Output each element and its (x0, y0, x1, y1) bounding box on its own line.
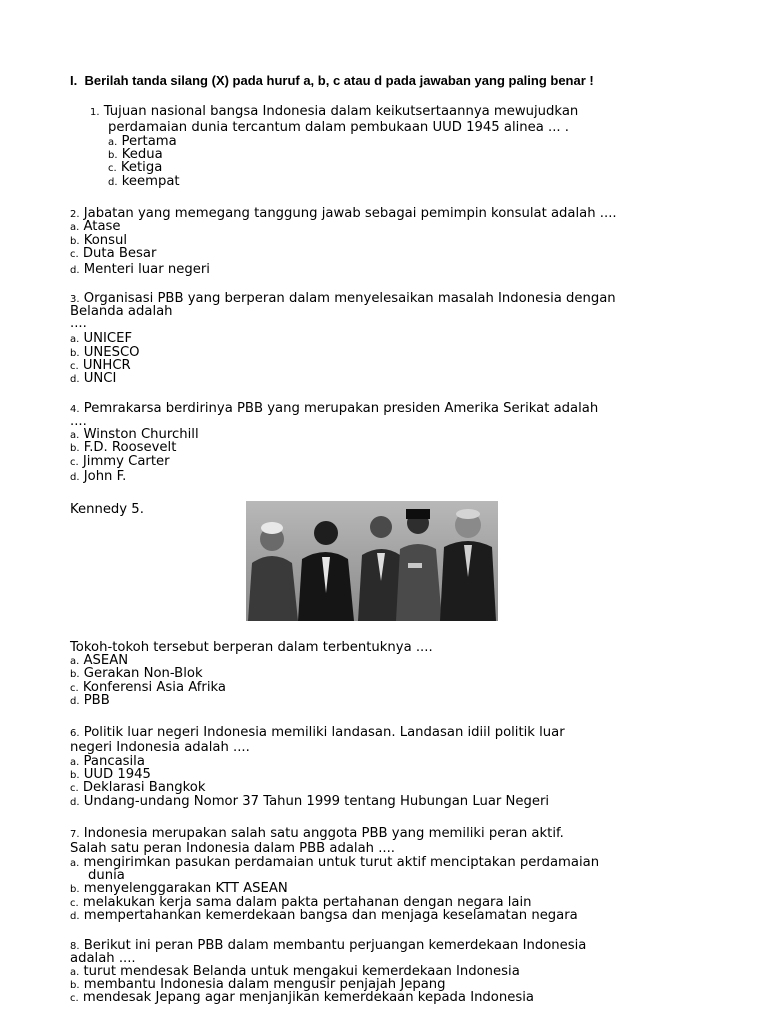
question-1-line-2: perdamaian dunia tercantum dalam pembukaan UUD 1945 alinea ... . (108, 120, 569, 135)
question-6-option-d[interactable]: d. Undang-undang Nomor 37 Tahun 1999 tentang Hubungan Luar Negeri (70, 794, 550, 809)
question-7-option-a[interactable]: a. mengirimkan pasukan perdamaian untuk turut aktif menciptakan perdamaian (70, 855, 600, 870)
question-3-option-c[interactable]: c. UNHCR (70, 358, 131, 373)
question-7-option-c[interactable]: c. melakukan kerja sama dalam pakta pertahanan dengan negara lain (70, 895, 532, 910)
question-7-line-1: 7. Indonesia merupakan salah satu anggota PBB yang memiliki peran aktif. (70, 826, 564, 841)
question-3-line-1: 3. Organisasi PBB yang berperan dalam menyelesaikan masalah Indonesia dengan (70, 291, 616, 306)
question-8-line-2: adalah .... (70, 951, 136, 966)
question-6-line-2: negeri Indonesia adalah .... (70, 740, 250, 755)
question-1-option-b[interactable]: b. Kedua (108, 147, 163, 162)
question-3-option-a[interactable]: a. UNICEF (70, 331, 133, 346)
question-1-option-d[interactable]: d. keempat (108, 174, 180, 189)
question-6-option-c[interactable]: c. Deklarasi Bangkok (70, 780, 206, 795)
question-8-option-c[interactable]: c. mendesak Jepang agar menjanjikan kemerdekaan kepada Indonesia (70, 990, 534, 1005)
question-3-option-b[interactable]: b. UNESCO (70, 345, 140, 360)
question-3-line-3: .... (70, 316, 87, 331)
question-5-line-1: Tokoh-tokoh tersebut berperan dalam terbentuknya .... (70, 640, 433, 655)
instruction-heading (70, 73, 594, 88)
question-6-line-1: 6. Politik luar negeri Indonesia memiliki landasan. Landasan idiil politik luar (70, 725, 565, 740)
question-3-option-d[interactable]: d. UNCI (70, 371, 117, 386)
question-1-option-c[interactable]: c. Ketiga (108, 160, 163, 175)
question-4-option-b[interactable]: b. F.D. Roosevelt (70, 440, 177, 455)
question-6-option-b[interactable]: b. UUD 1945 (70, 767, 151, 782)
question-5-option-c[interactable]: c. Konferensi Asia Afrika (70, 680, 226, 695)
question-1-option-a[interactable]: a. Pertama (108, 134, 177, 149)
question-6-option-a[interactable]: a. Pancasila (70, 754, 145, 769)
question-7-option-b[interactable]: b. menyelenggarakan KTT ASEAN (70, 881, 288, 896)
question-2-option-c[interactable]: c. Duta Besar (70, 246, 157, 261)
question-4-line-2: .... (70, 414, 87, 429)
question-5-option-b[interactable]: b. Gerakan Non-Blok (70, 666, 203, 681)
question-3-line-2: Belanda adalah (70, 304, 173, 319)
instruction-text: Berilah tanda silang (X) pada huruf a, b, c atau d pada jawaban yang paling benar ! (84, 73, 594, 88)
question-2-line-1: 2. Jabatan yang memegang tanggung jawab sebagai pemimpin konsulat adalah .... (70, 206, 617, 221)
question-8-line-1: 8. Berikut ini peran PBB dalam membantu perjuangan kemerdekaan Indonesia (70, 938, 587, 953)
question-4-option-a[interactable]: a. Winston Churchill (70, 427, 199, 442)
question-2-option-b[interactable]: b. Konsul (70, 233, 128, 248)
question-8-option-a[interactable]: a. turut mendesak Belanda untuk mengakui kemerdekaan Indonesia (70, 964, 520, 979)
question-4-option-d[interactable]: d. John F. (70, 469, 127, 484)
question-5-option-a[interactable]: a. ASEAN (70, 653, 129, 668)
question-2-option-d[interactable]: d. Menteri luar negeri (70, 262, 210, 277)
question-7-option-a-cont: dunia (88, 868, 125, 883)
question-1-line-1: 1. Tujuan nasional bangsa Indonesia dalam keikutsertaannya mewujudkan (90, 104, 579, 119)
question-8-option-b[interactable]: b. membantu Indonesia dalam mengusir penjajah Jepang (70, 977, 446, 992)
instruction-roman: I. (70, 73, 78, 88)
question-5-continuation: Kennedy 5. (70, 502, 144, 517)
leaders-group-photo (246, 501, 498, 621)
question-5-option-d[interactable]: d. PBB (70, 693, 110, 708)
question-2-option-a[interactable]: a. Atase (70, 219, 121, 234)
question-7-line-2: Salah satu peran Indonesia dalam PBB adalah .... (70, 841, 395, 856)
question-4-line-1: 4. Pemrakarsa berdirinya PBB yang merupakan presiden Amerika Serikat adalah (70, 401, 599, 416)
question-4-option-c[interactable]: c. Jimmy Carter (70, 454, 170, 469)
question-7-option-d[interactable]: d. mempertahankan kemerdekaan bangsa dan menjaga keselamatan negara (70, 908, 578, 923)
